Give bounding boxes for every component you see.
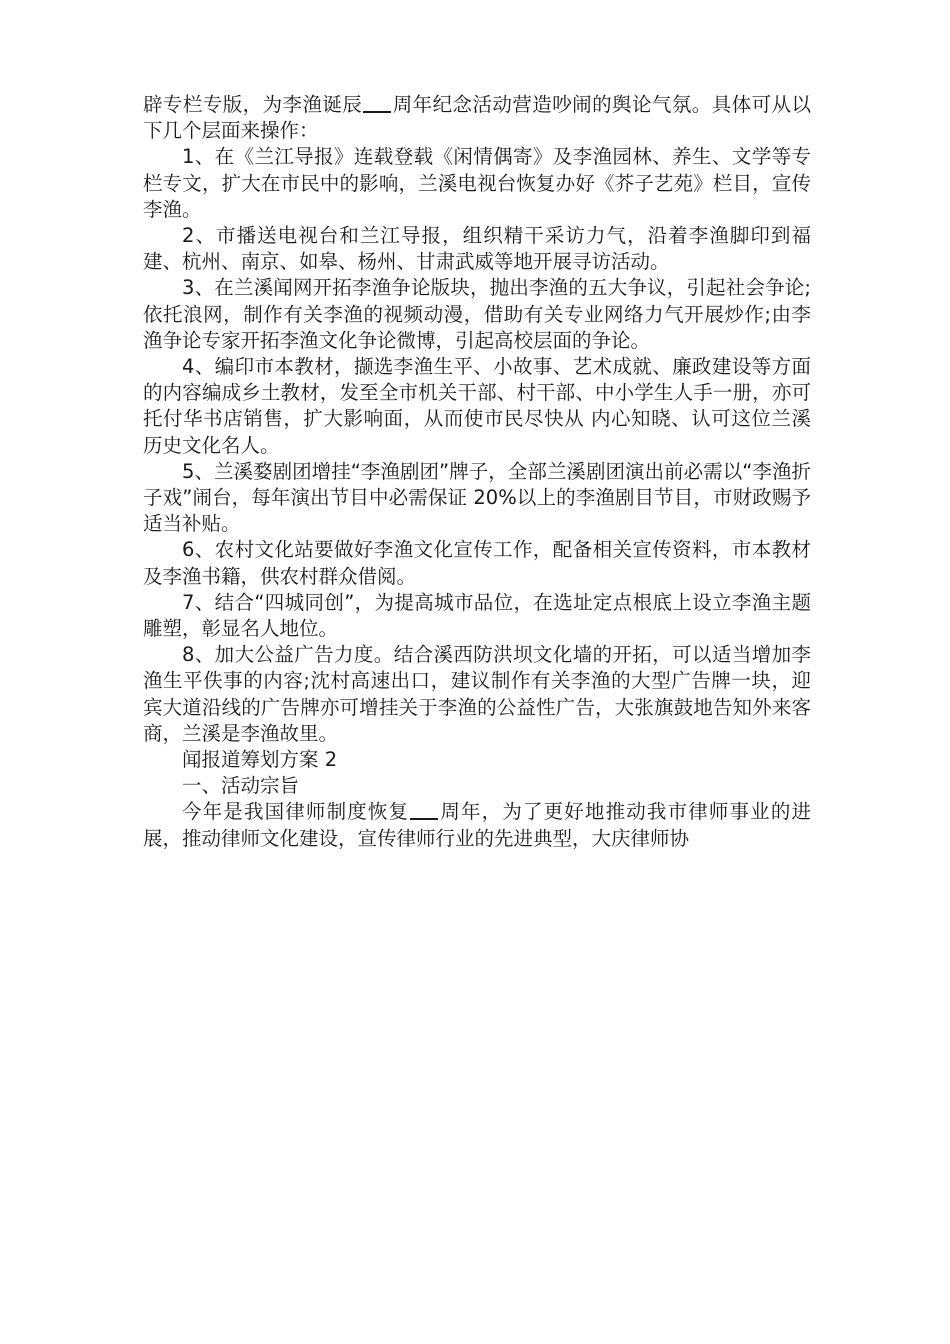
list-item-3: 3、在兰溪闻网开拓李渔争论版块，抛出李渔的五大争议，引起社会争论;依托浪网，制作有关李渔的视频动漫，借助有关专业网络力气开展炒作;由李渔争论专家开拓李渔文化争论微博，引起高校层面的争论。: [143, 276, 811, 352]
fill-in-blank-line: [363, 108, 391, 113]
list-item-7: 7、结合“四城同创”，为提高城市品位，在选址定点根底上设立李渔主题雕塑，彰显名人地位。: [143, 590, 811, 641]
fill-in-blank-line: [410, 815, 438, 820]
purpose-text-after-blank: 周年，为了更好地推动我市律师事业的进展，推动律师文化建设，宣传律师行业的先进典型，大庆律师协: [143, 800, 811, 850]
purpose-paragraph: [143, 799, 811, 851]
list-item-4: 4、编印市本教材，撷选李渔生平、小故事、艺术成就、廉政建设等方面的内容编成乡土教材，发至全市机关干部、村干部、中小学生人手一册，亦可托付华书店销售，扩大影响面，从而使市民尽快从 内心知晓、认可这位兰溪历史文化名人。: [143, 355, 811, 457]
intro-text-before-blank: 辟专栏专版，为李渔诞辰: [143, 93, 363, 116]
list-item-5: 5、兰溪婺剧团增挂“李渔剧团”牌子，全部兰溪剧团演出前必需以“李渔折子戏”闹台，每年演出节目中必需保证 20%以上的李渔剧目节目，市财政赐予适当补贴。: [143, 459, 811, 536]
list-item-6: 6、农村文化站要做好李渔文化宣传工作，配备相关宣传资料，市本教材及李渔书籍，供农村群众借阅。: [143, 538, 811, 588]
intro-text-after-blank: 周年纪念活动营造吵闹的舆论气氛。具体可从以下几个层面来操作：: [143, 93, 811, 143]
list-item-2: 2、市播送电视台和兰江导报，组织精干采访力气，沿着李渔脚印到福建、杭州、南京、如皋、杨州、甘肃武威等地开展寻访活动。: [143, 224, 811, 274]
intro-paragraph: [143, 92, 811, 144]
section-heading-plan-2: 闻报道筹划方案 2: [182, 748, 338, 772]
list-item-1: 1、在《兰江导报》连载登载《闲情偶寄》及李渔园林、养生、文学等专栏专文，扩大在市民中的影响，兰溪电视台恢复办好《芥子艺苑》栏目，宣传李渔。: [143, 145, 811, 221]
document-body: [143, 92, 811, 852]
purpose-text-before-blank: 今年是我国律师制度恢复: [182, 800, 410, 824]
section-heading-purpose: 一、活动宗旨: [182, 774, 300, 798]
list-item-8: 8、加大公益广告力度。结合溪西防洪坝文化墙的开拓，可以适当增加李渔生平佚事的内容;沈村高速出口，建议制作有关李渔的大型广告牌一块，迎宾大道沿线的广告牌亦可增挂关于李渔的公益性广告，大张旗鼓地告知外来客商，兰溪是李渔故里。: [143, 643, 811, 745]
